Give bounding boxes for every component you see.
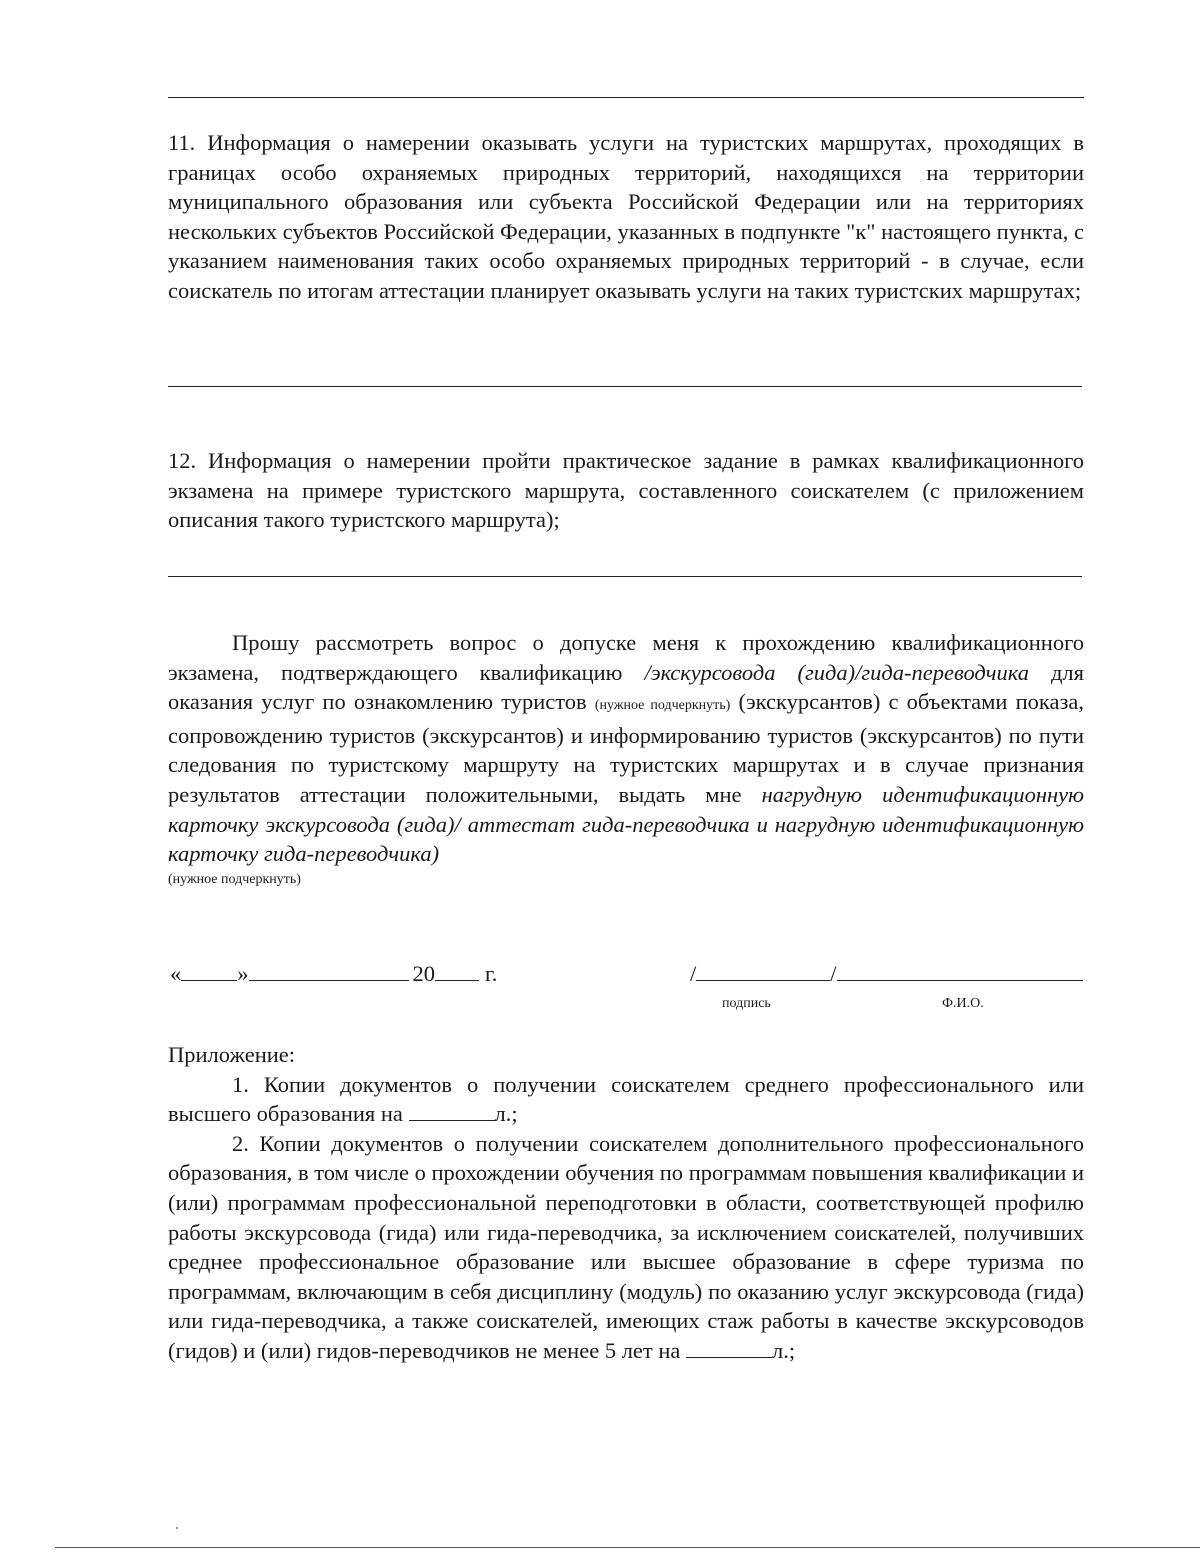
scan-speck <box>176 1527 178 1529</box>
section-12-text: 12. Информация о намерении пройти практическое задание в рамках квалификационного экзамена на примере туристского маршрута, составленного соискателем (с приложением описания такого туристского маршрута); <box>168 448 1084 533</box>
appendix-heading: Приложение: <box>168 1042 296 1067</box>
page-bottom-edge <box>55 1547 1200 1548</box>
date-field[interactable] <box>170 958 497 987</box>
name-blank[interactable] <box>837 958 1083 981</box>
request-part-2: для оказания услуг по ознакомлению туристов <box>168 659 1084 715</box>
document-options: нагрудную идентификационную карточку экскурсовода (гида)/ аттестат гида-переводчика и нагрудную идентификационную карточку гида-переводчика) <box>168 781 1084 867</box>
section-12 <box>168 446 1084 535</box>
signature-caption: подпись <box>722 996 771 1011</box>
appendix-item-2 <box>168 1129 1084 1366</box>
section-11-text: 11. Информация о намерении оказывать услуги на туристских маршрутах, проходящих в границах особо охраняемых природных территорий, находящихся на территории муниципального образования или субъекта Российской Федерации или на территориях нескольких субъектов Российской Федерации, указанных в подпункте "к" настоящего пункта, с указанием наименования таких особо охраняемых природных территорий - в случае, если соискатель по итогам аттестации планирует оказывать услуги на таких туристских маршрутах; <box>168 130 1084 303</box>
appendix-item-2-text: 2. Копии документов о получении соискателем дополнительного профессионального образования, в том числе о прохождении обучения по программам повышения квалификации и (или) программам профессиональной переподготовки в области, соответствующей профилю работы экскурсовода (гида) или гида-переводчика, за исключением соискателей, получивших среднее профессиональное образование или высшее образование в сфере туризма по программам, включающим в себя дисциплину (модуль) по оказанию услуг экскурсовода (гида) или гида-переводчика, а также соискателей, имеющих стаж работы в качестве экскурсоводов (гидов) и (или) гидов-переводчиков не менее 5 лет на <box>168 1130 1084 1363</box>
slash-left: / <box>690 961 697 986</box>
request-part-1: Прошу рассмотреть вопрос о допуске меня к прохождению квалификационного экзамена, подтверждающего квалификацию <box>168 630 1084 685</box>
appendix-item-2-end: л.; <box>772 1337 796 1363</box>
qualification-options: /экскурсовода (гида)/гида-переводчика <box>644 659 1029 685</box>
year-suffix: г. <box>485 961 498 986</box>
day-blank[interactable] <box>181 958 237 981</box>
fill-line-section-11 <box>168 386 1082 387</box>
signature-field[interactable] <box>690 958 1083 987</box>
underline-note-inline: (нужное подчеркнуть) <box>594 698 731 714</box>
appendix-item-1-end: л.; <box>494 1101 518 1127</box>
request-paragraph <box>168 628 1084 889</box>
name-caption: Ф.И.О. <box>942 996 984 1011</box>
appendix-item-2-pages-blank[interactable] <box>686 1337 772 1358</box>
date-close-quote: » <box>237 961 249 986</box>
signature-blank[interactable] <box>696 958 830 981</box>
underline-note: (нужное подчеркнуть) <box>168 871 301 887</box>
appendix <box>168 1040 1084 1366</box>
fill-line-top <box>168 97 1084 98</box>
appendix-item-1 <box>168 1070 1084 1129</box>
month-blank[interactable] <box>249 958 409 981</box>
year-prefix: 20 <box>412 961 435 986</box>
date-open-quote: « <box>170 961 182 986</box>
request-text <box>168 628 1084 869</box>
appendix-item-1-pages-blank[interactable] <box>409 1100 495 1121</box>
slash-right: / <box>830 961 837 986</box>
year-blank[interactable] <box>435 958 479 981</box>
fill-line-section-12 <box>168 576 1082 577</box>
appendix-item-1-text: 1. Копии документов о получении соискателем среднего профессионального или высшего образования на <box>168 1071 1084 1127</box>
request-part-3: (экскурсантов) с объектами показа, сопровождению туристов (экскурсантов) и информированию туристов (экскурсантов) по пути следования по туристскому маршруту на туристских маршрутах и в случае признания результатов аттестации положительными, выдать мне <box>168 689 1084 807</box>
section-11 <box>168 128 1084 306</box>
